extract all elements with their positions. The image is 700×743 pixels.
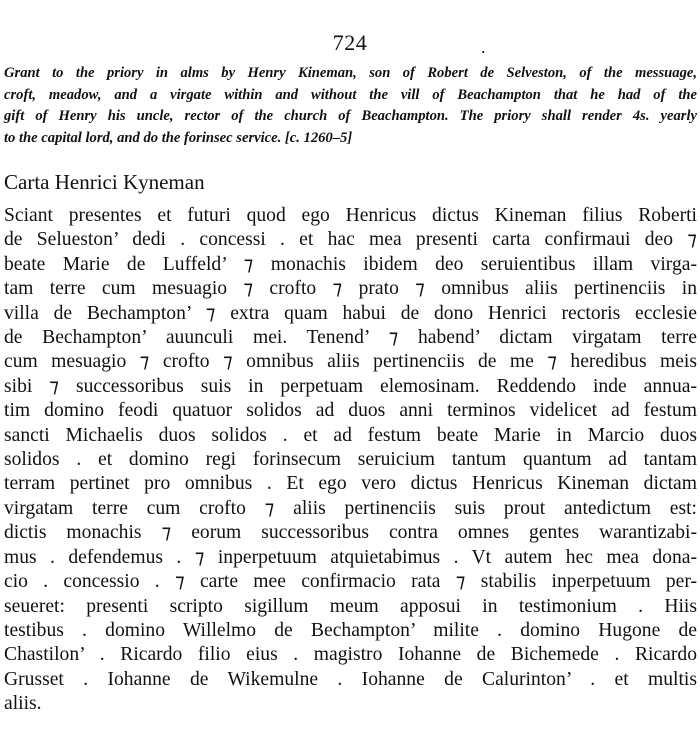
text-line: Chastilon’ . Ricardo filio eius . magistro Iohanne de Bichemede . Ricardo [4,644,697,666]
text-line: seueret: presenti scripto sigillum meum apposui in testimonium . Hiis [4,595,697,617]
text-line: Sciant presentes et futuri quod ego Henricus dictus Kineman filius Roberti [4,205,697,226]
abstract-line: to the capital lord, and do the forinsec service. [c. 1260–5] [4,129,353,146]
text-line: mus . defendemus . ⁊ inperpetuum atquietabimus . Vt autem hec mea dona- [4,546,697,568]
text-line: de Selueston’ dedi . concessi . et hac mea presenti carta confirmaui deo ⁊ [4,229,697,251]
text-line: beate Marie de Luffeld’ ⁊ monachis ibidem deo seruientibus illam virga- [4,253,697,275]
text-line: sancti Michaelis duos solidos . et ad festum beate Marie in Marcio duos [4,424,697,446]
text-line: testibus . domino Willelmo de Bechampton’ milite . domino Hugone de [4,619,697,641]
text-line: solidos . et domino regi forinsecum seruicium tantum quantum ad tantam [4,449,697,471]
text-line: cum mesuagio ⁊ crofto ⁊ omnibus aliis pertinenciis de me ⁊ heredibus meis [4,351,697,373]
abstract-paragraph [4,63,697,149]
text-line: terram pertinet pro omnibus . Et ego vero dictus Henricus Kineman dictam [4,473,697,495]
text-line: tim domino feodi quatuor solidos ad duos anni terminos videlicet ad festum [4,400,697,422]
charter-text [4,204,697,717]
text-line: Grusset . Iohanne de Wikemulne . Iohanne de Calurinton’ . et multis [4,668,697,690]
abstract-line: Grant to the priory in alms by Henry Kineman, son of Robert de Selveston, of the messuage, [4,65,697,81]
text-line: virgatam terre cum crofto ⁊ aliis pertinenciis suis prout antedictum est: [4,497,697,519]
abstract-line: croft, meadow, and a virgate within and without the vill of Beachampton that he had of the [4,86,697,103]
text-line: de Bechampton’ auunculi mei. Tenend’ ⁊ habend’ dictam virgatam terre [4,327,697,349]
text-line: dictis monachis ⁊ eorum successoribus contra omnes gentes warantizabi- [4,522,697,544]
page-number: 724 [332,30,368,55]
text-line: aliis. [4,693,42,715]
text-line: tam terre cum mesuagio ⁊ crofto ⁊ prato ⁊ omnibus aliis pertinenciis in [4,278,697,300]
abstract-line: gift of Henry his uncle, rector of the church of Beachampton. The priory shall render 4s. yearly [4,108,697,124]
text-line: cio . concessio . ⁊ carte mee confirmacio rata ⁊ stabilis inperpetuum per- [4,571,697,593]
text-line: villa de Bechampton’ ⁊ extra quam habui de dono Henrici rectoris ecclesie [4,302,697,324]
charter-heading: Carta Henrici Kyneman [4,170,205,194]
stray-mark: . [481,37,486,57]
text-line: sibi ⁊ successoribus suis in perpetuam elemosinam. Reddendo inde annua- [4,375,697,397]
